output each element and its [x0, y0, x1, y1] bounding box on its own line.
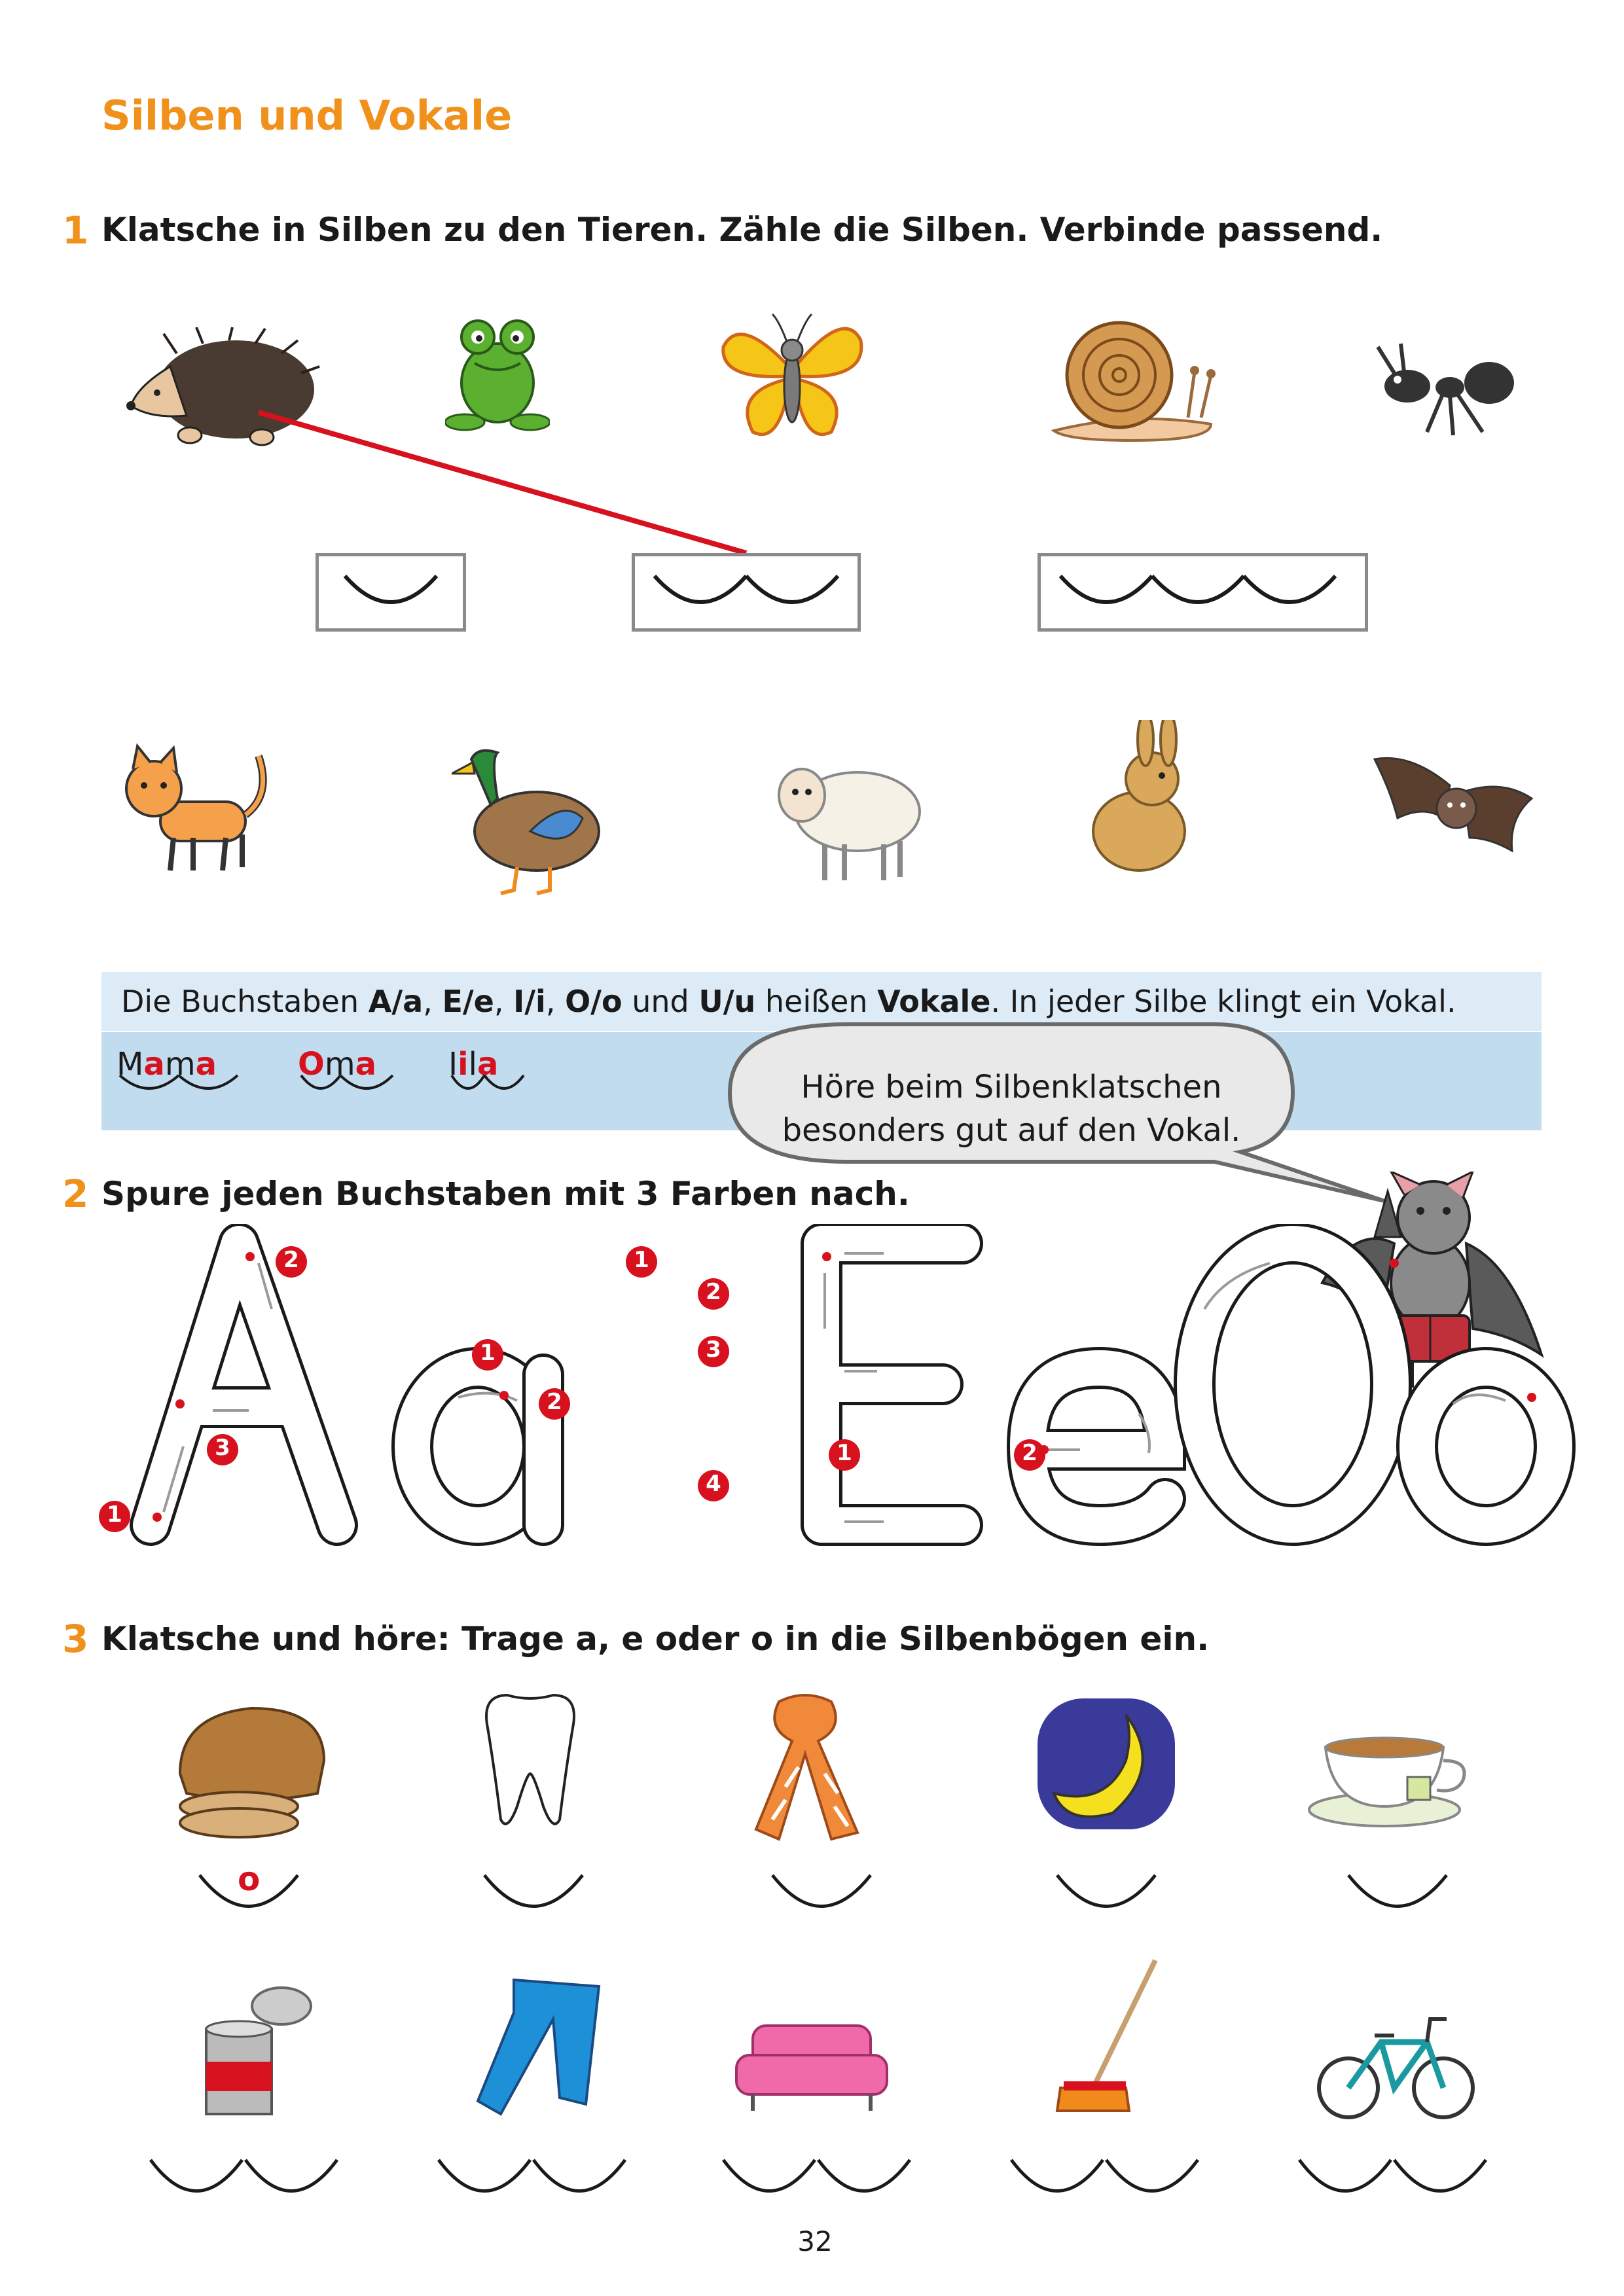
bubble-line-2: besonders gut auf den Vokal. [782, 1112, 1241, 1149]
info-text-1: Die Buchstaben [121, 984, 369, 1019]
tracing-area [92, 1224, 1597, 1551]
bat-icon [1371, 740, 1535, 870]
task-3-number: 3 [62, 1617, 89, 1661]
step-badge [98, 1500, 131, 1535]
bicycle-icon [1316, 2003, 1476, 2124]
sofa-icon [733, 2016, 890, 2114]
task-1-text: Klatsche in Silben zu den Tieren. Zähle die Silben. Verbinde passend. [101, 211, 1383, 249]
info-sep: , [545, 984, 566, 1019]
step-number: 1 [634, 1247, 649, 1273]
step-badge [538, 1388, 571, 1423]
syllable-box-1[interactable] [316, 553, 466, 632]
can-icon [200, 1977, 331, 2117]
trousers-icon [475, 1973, 605, 2121]
step-number: 1 [480, 1340, 496, 1366]
step-badge [275, 1246, 308, 1281]
tea-cup-icon [1306, 1721, 1476, 1833]
trace-letter-o [1417, 1368, 1555, 1525]
step-badge [697, 1278, 730, 1313]
answer-arcs[interactable] [435, 2157, 632, 2202]
sheep-icon [766, 746, 929, 884]
bread-icon [167, 1695, 331, 1839]
step-number: 2 [706, 1279, 721, 1305]
example-ilia [448, 1046, 498, 1083]
connection-line [0, 0, 1624, 589]
syllable-arcs [1041, 556, 1365, 628]
cat-icon [115, 743, 275, 874]
info-sep: , [494, 984, 514, 1019]
info-sep: , [423, 984, 442, 1019]
step-number: 3 [215, 1435, 230, 1461]
example-consonant: m [164, 1046, 196, 1083]
vowel-e: E/e [442, 984, 494, 1019]
step-badge [697, 1335, 730, 1371]
moon-icon [1034, 1695, 1178, 1833]
answer-arcs[interactable] [720, 2157, 916, 2202]
example-arcs [117, 1072, 241, 1098]
step-badge [471, 1338, 504, 1374]
answer-arc[interactable] [481, 1872, 586, 1918]
vowel-u: U/u [698, 984, 756, 1019]
step-badge [206, 1433, 239, 1469]
step-number: 3 [706, 1336, 721, 1363]
answer-arcs[interactable] [147, 2157, 344, 2202]
broom-icon [1047, 1957, 1165, 2121]
task-3-text: Klatsche und höre: Trage a, e oder o in die Silbenbögen ein. [101, 1620, 1210, 1658]
example-vowel: a [355, 1046, 376, 1083]
syllable-arc [319, 556, 463, 628]
vowel-i: I/i [513, 984, 546, 1019]
step-number: 2 [547, 1389, 562, 1415]
tooth-icon [475, 1689, 586, 1839]
info-text-2: heißen [755, 984, 878, 1019]
step-number: 2 [283, 1247, 299, 1273]
step-badge [828, 1439, 861, 1474]
example-consonant: I [448, 1046, 458, 1083]
task-1-number: 1 [62, 208, 89, 253]
step-badge [625, 1246, 658, 1281]
answer-arcs[interactable] [1008, 2157, 1204, 2202]
scarf-icon [746, 1689, 864, 1846]
answer-arcs[interactable] [1296, 2157, 1492, 2202]
syllable-box-3[interactable] [1038, 553, 1368, 632]
step-number: 4 [706, 1471, 721, 1497]
info-and: und [622, 984, 699, 1019]
step-number: 1 [837, 1440, 852, 1466]
syllable-arcs [635, 556, 857, 628]
answer-arc[interactable] [1345, 1872, 1450, 1918]
answer-arc[interactable] [1054, 1872, 1159, 1918]
example-consonant: M [117, 1046, 144, 1083]
task-2-number: 2 [62, 1172, 89, 1216]
step-number: 2 [1022, 1440, 1038, 1466]
vowel-o: O/o [565, 984, 623, 1019]
bubble-text [749, 1066, 1273, 1152]
example-consonant: l [468, 1046, 477, 1083]
step-badge [697, 1469, 730, 1505]
trace-letter-A [151, 1244, 337, 1525]
answer-example: o [238, 1860, 261, 1898]
answer-arc[interactable] [769, 1872, 874, 1918]
example-vowel: O [298, 1046, 325, 1083]
trace-letter-a [412, 1368, 543, 1525]
example-arcs [448, 1072, 527, 1098]
duck-icon [452, 733, 609, 897]
example-mama [117, 1046, 217, 1083]
example-vowel: a [477, 1046, 499, 1083]
task-2-text: Spure jeden Buchstaben mit 3 Farben nach. [101, 1175, 910, 1213]
rabbit-icon [1080, 720, 1211, 877]
syllable-box-2[interactable] [632, 553, 861, 632]
example-vowel: i [458, 1046, 469, 1083]
vowel-a: A/a [368, 984, 424, 1019]
example-vowel: a [143, 1046, 165, 1083]
vokale-word: Vokale [877, 984, 991, 1019]
page-number: 32 [797, 2225, 833, 2257]
example-vowel: a [195, 1046, 217, 1083]
bubble-line-1: Höre beim Silbenklatschen [801, 1069, 1222, 1105]
step-number: 1 [107, 1501, 122, 1528]
step-badge [1013, 1439, 1046, 1474]
example-arcs [298, 1072, 396, 1098]
example-oma [298, 1046, 376, 1083]
example-consonant: m [324, 1046, 355, 1083]
trace-letter-E [821, 1244, 962, 1525]
page-title: Silben und Vokale [101, 92, 513, 139]
trace-letter-e [1028, 1368, 1165, 1525]
info-text-3: . In jeder Silbe klingt ein Vokal. [990, 984, 1456, 1019]
